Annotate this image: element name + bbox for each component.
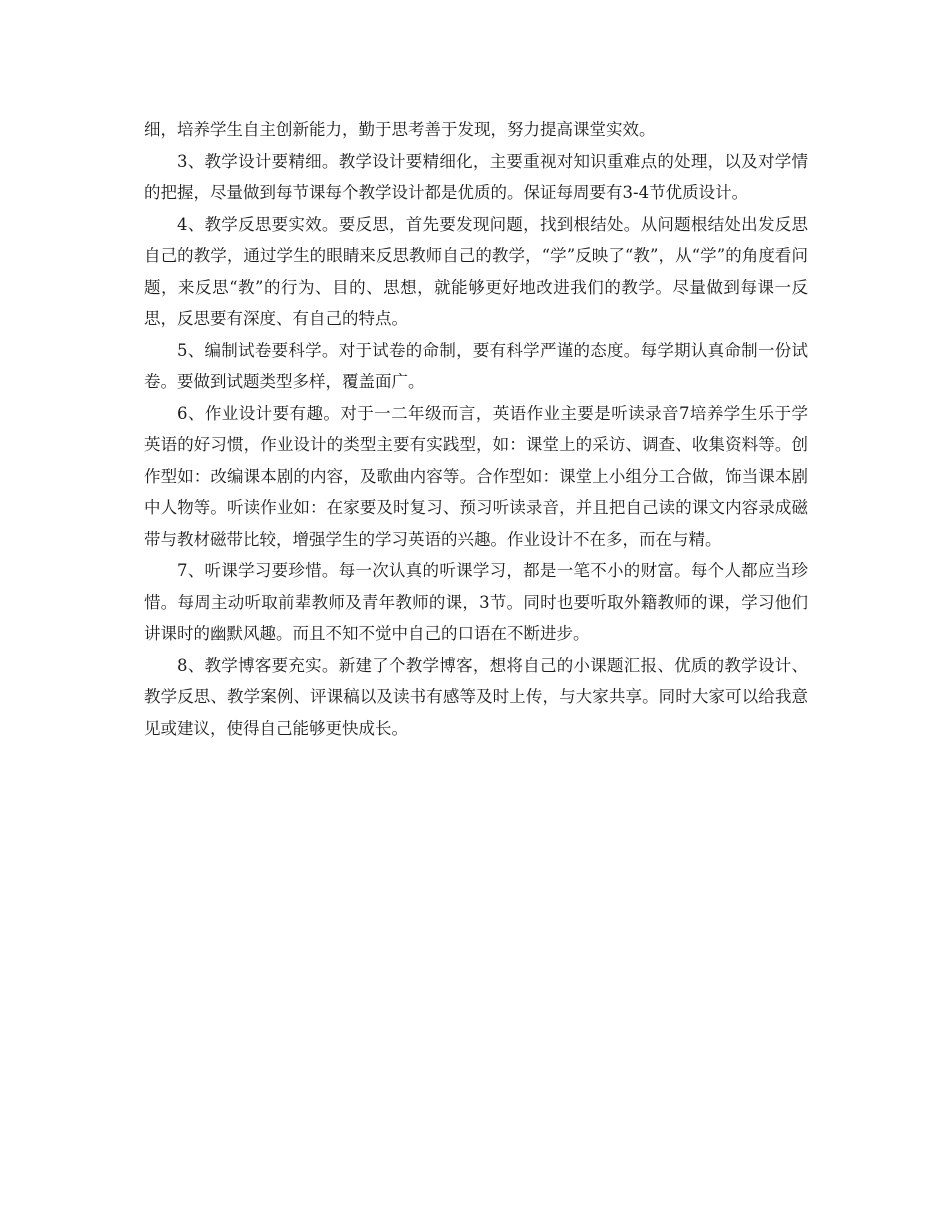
paragraph-continuation: 细，培养学生自主创新能力，勤于思考善于发现，努力提高课堂实效。 bbox=[144, 120, 656, 139]
document-body bbox=[144, 114, 808, 744]
paragraph-item-8: 8、教学博客要充实。新建了个教学博客，想将自己的小课题汇报、优质的教学设计、教学反思、教学案例、评课稿以及读书有感等及时上传，与大家共享。同时大家可以给我意见或建议，使得自己能够更快成长。 bbox=[144, 655, 808, 738]
paragraph-item-6: 6、作业设计要有趣。对于一二年级而言，英语作业主要是听读录音7培养学生乐于学英语的好习惯，作业设计的类型主要有实践型，如：课堂上的采访、调查、收集资料等。创作型如：改编课本剧的内容，及歌曲内容等。合作型如：课堂上小组分工合做，饰当课本剧中人物等。听读作业如：在家要及时复习、预习听读录音，并且把自己读的课文内容录成磁带与教材磁带比较，增强学生的学习英语的兴趣。作业设计不在多，而在与精。 bbox=[144, 403, 808, 549]
paragraph-item-3: 3、教学设计要精细。教学设计要精细化，主要重视对知识重难点的处理，以及对学情的把握，尽量做到每节课每个教学设计都是优质的。保证每周要有3-4节优质设计。 bbox=[144, 151, 808, 202]
paragraph-item-7: 7、听课学习要珍惜。每一次认真的听课学习，都是一笔不小的财富。每个人都应当珍惜。每周主动听取前辈教师及青年教师的课，3节。同时也要听取外籍教师的课，学习他们讲课时的幽默风趣。而且不知不觉中自己的口语在不断进步。 bbox=[144, 561, 808, 643]
paragraph-item-4: 4、教学反思要实效。要反思，首先要发现问题，找到根结处。从问题根结处出发反思自己的教学，通过学生的眼睛来反思教师自己的教学，“学”反映了“教”，从“学”的角度看问题，来反思“教”的行为、目的、思想，就能够更好地改进我们的教学。尽量做到每课一反思，反思要有深度、有自己的特点。 bbox=[144, 214, 808, 328]
paragraph-item-5: 5、编制试卷要科学。对于试卷的命制，要有科学严谨的态度。每学期认真命制一份试卷。要做到试题类型多样，覆盖面广。 bbox=[144, 340, 808, 391]
